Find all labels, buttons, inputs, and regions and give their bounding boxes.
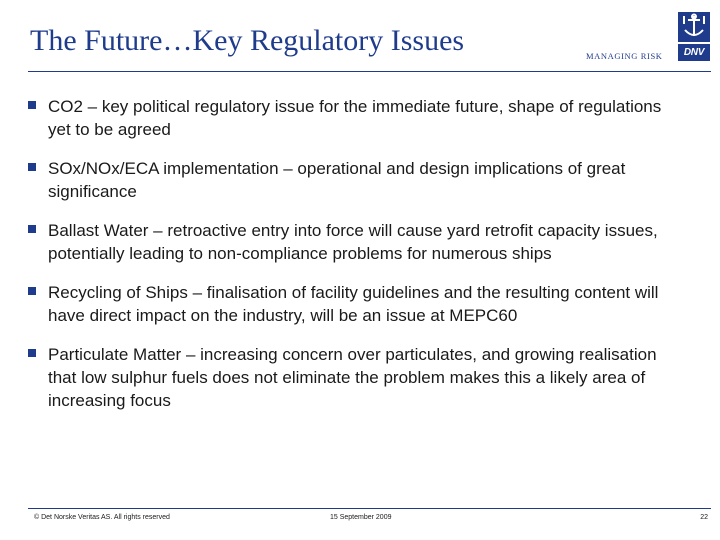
bullet-text: Particulate Matter – increasing concern over particulates, and growing realisation that low sulphur fuels does not eliminate the problem makes this a likely area of increasing focus [48, 345, 657, 410]
square-bullet-icon [28, 349, 36, 357]
anchor-icon [678, 12, 710, 42]
bullet-item [28, 157, 698, 203]
bullet-text: SOx/NOx/ECA implementation – operational and design implications of great significance [48, 159, 626, 201]
page-number: 22 [700, 514, 708, 521]
square-bullet-icon [28, 225, 36, 233]
bullet-item [28, 343, 698, 412]
tagline: MANAGING RISK [586, 51, 663, 61]
bullet-text: Ballast Water – retroactive entry into force will cause yard retrofit capacity issues, potentially leading to non-compliance problems for numerous ships [48, 221, 658, 263]
bullet-item [28, 95, 698, 141]
dnv-logo-text: DNV [678, 44, 710, 61]
bullet-text: CO2 – key political regulatory issue for the immediate future, shape of regulations yet to be agreed [48, 97, 662, 139]
slide-title: The Future…Key Regulatory Issues [30, 24, 465, 57]
square-bullet-icon [28, 163, 36, 171]
footer-copyright: © Det Norske Veritas AS. All rights reserved [34, 514, 170, 521]
bullet-item [28, 219, 698, 265]
title-divider [28, 71, 711, 72]
bullet-text: Recycling of Ships – finalisation of facility guidelines and the resulting content will have direct impact on the industry, will be an issue at MEPC60 [48, 283, 659, 325]
footer-divider [28, 508, 711, 509]
bullet-item [28, 281, 698, 327]
square-bullet-icon [28, 287, 36, 295]
footer-date: 15 September 2009 [330, 514, 392, 521]
bullet-list [28, 95, 698, 428]
dnv-logo-emblem [678, 12, 710, 42]
square-bullet-icon [28, 101, 36, 109]
